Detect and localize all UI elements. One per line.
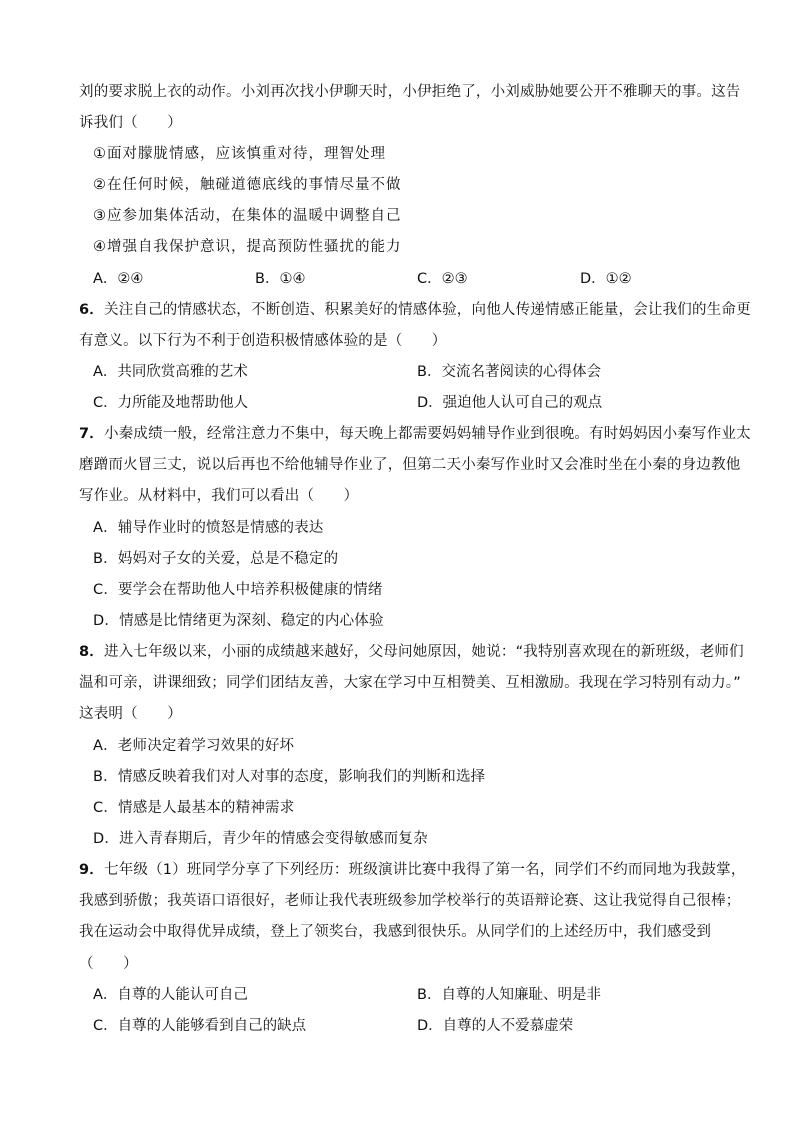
q7-stem-line-3: 写作业。从材料中，我们可以看出（ ） [79,488,359,504]
q9-stem-line-1 [79,861,746,879]
q5-statement-2: ②在任何时候，触碰道德底线的事情尽量不做 [93,177,402,193]
q9-stem-line-2: 我感到骄傲；我英语口语很好，老师让我代表班级参加学校举行的英语辩论赛、这让我觉得自己很棒； [79,893,741,909]
q8-stem-line-2: 温和可亲，讲课细致；同学们团结友善，大家在学习中互相赞美、互相激励。我现在学习特别有动力。” [79,675,741,691]
q5-options [0,270,794,288]
q8-stem-line-3: 这表明（ ） [79,706,182,722]
q9-option-b[interactable]: B．自尊的人知廉耻、明是非 [417,987,601,1003]
q5-stem-line-1: 刘的要求脱上衣的动作。小刘再次找小伊聊天时，小伊拒绝了，小刘威胁她要公开不雅聊天的事。这告 [79,84,741,100]
q6-number: 6． [79,302,104,318]
q6-stem-line-1 [79,301,751,319]
q5-statement-1: ①面对朦胧情感，应该慎重对待，理智处理 [93,146,386,162]
q9-stem-line-3: 我在运动会中取得优异成绩，登上了领奖台，我感到很快乐。从同学们的上述经历中，我们感受到 [79,924,712,940]
q8-option-b[interactable]: B．情感反映着我们对人对事的态度，影响我们的判断和选择 [93,769,486,785]
q8-number: 8． [79,644,104,660]
q9-options-row-2 [0,1017,794,1035]
q7-option-d[interactable]: D．情感是比情绪更为深刻、稳定的内心体验 [93,613,384,629]
q9-option-a[interactable]: A．自尊的人能认可自己 [93,987,248,1003]
q6-option-d[interactable]: D．强迫他人认可自己的观点 [417,395,603,411]
q7-option-a[interactable]: A．辅导作业时的愤怒是情感的表达 [93,520,324,536]
q6-option-a[interactable]: A．共同欣赏高雅的艺术 [93,364,248,380]
q8-option-c[interactable]: C．情感是人最基本的精神需求 [93,800,295,816]
q8-stem-line-1 [79,643,744,661]
q9-option-d[interactable]: D．自尊的人不爱慕虚荣 [417,1018,574,1034]
q9-stem-line-4: （ ） [79,956,138,972]
q7-stem-line-2: 磨蹭而火冒三丈，说以后再也不给他辅导作业了，但第二天小秦写作业时又会准时坐在小秦的身边教他 [79,457,741,473]
q5-stem-line-2: 诉我们（ ） [79,115,182,131]
q9-stem-text-1: 七年级（1）班同学分享了下列经历：班级演讲比赛中我得了第一名，同学们不约而同地为我鼓掌， [104,862,746,878]
q9-option-c[interactable]: C．自尊的人能够看到自己的缺点 [93,1018,307,1034]
q8-stem-text-1: 进入七年级以来，小丽的成绩越来越好，父母问她原因，她说：“我特别喜欢现在的新班级，老师们 [104,644,744,660]
q5-option-c[interactable]: C．②③ [417,271,468,287]
q8-option-a[interactable]: A．老师决定着学习效果的好坏 [93,738,295,754]
q5-statement-3: ③应参加集体活动，在集体的温暖中调整自己 [93,208,402,224]
q8-option-d[interactable]: D．进入青春期后，青少年的情感会变得敏感而复杂 [93,831,428,847]
q6-stem-line-2: 有意义。以下行为不利于创造积极情感体验的是（ ） [79,333,447,349]
q7-stem-line-1 [79,425,751,443]
q6-options-row-1 [0,363,794,381]
q5-option-d[interactable]: D．①② [580,271,632,287]
q6-options-row-2 [0,394,794,412]
q7-stem-text-1: 小秦成绩一般，经常注意力不集中，每天晚上都需要妈妈辅导作业到很晚。有时妈妈因小秦写作业太 [104,426,751,442]
q5-statement-4: ④增强自我保护意识，提高预防性骚扰的能力 [93,239,402,255]
q9-number: 9． [79,862,104,878]
q5-option-a[interactable]: A．②④ [93,271,144,287]
q7-option-b[interactable]: B．妈妈对子女的关爱，总是不稳定的 [93,551,339,567]
q5-option-b[interactable]: B．①④ [255,271,306,287]
q7-number: 7． [79,426,104,442]
q6-option-c[interactable]: C．力所能及地帮助他人 [93,395,249,411]
q7-option-c[interactable]: C．要学会在帮助他人中培养积极健康的情绪 [93,582,383,598]
q9-options-row-1 [0,986,794,1004]
q6-stem-text-1: 关注自己的情感状态，不断创造、积累美好的情感体验，向他人传递情感正能量，会让我们的生命更 [104,302,751,318]
q6-option-b[interactable]: B．交流名著阅读的心得体会 [417,364,601,380]
